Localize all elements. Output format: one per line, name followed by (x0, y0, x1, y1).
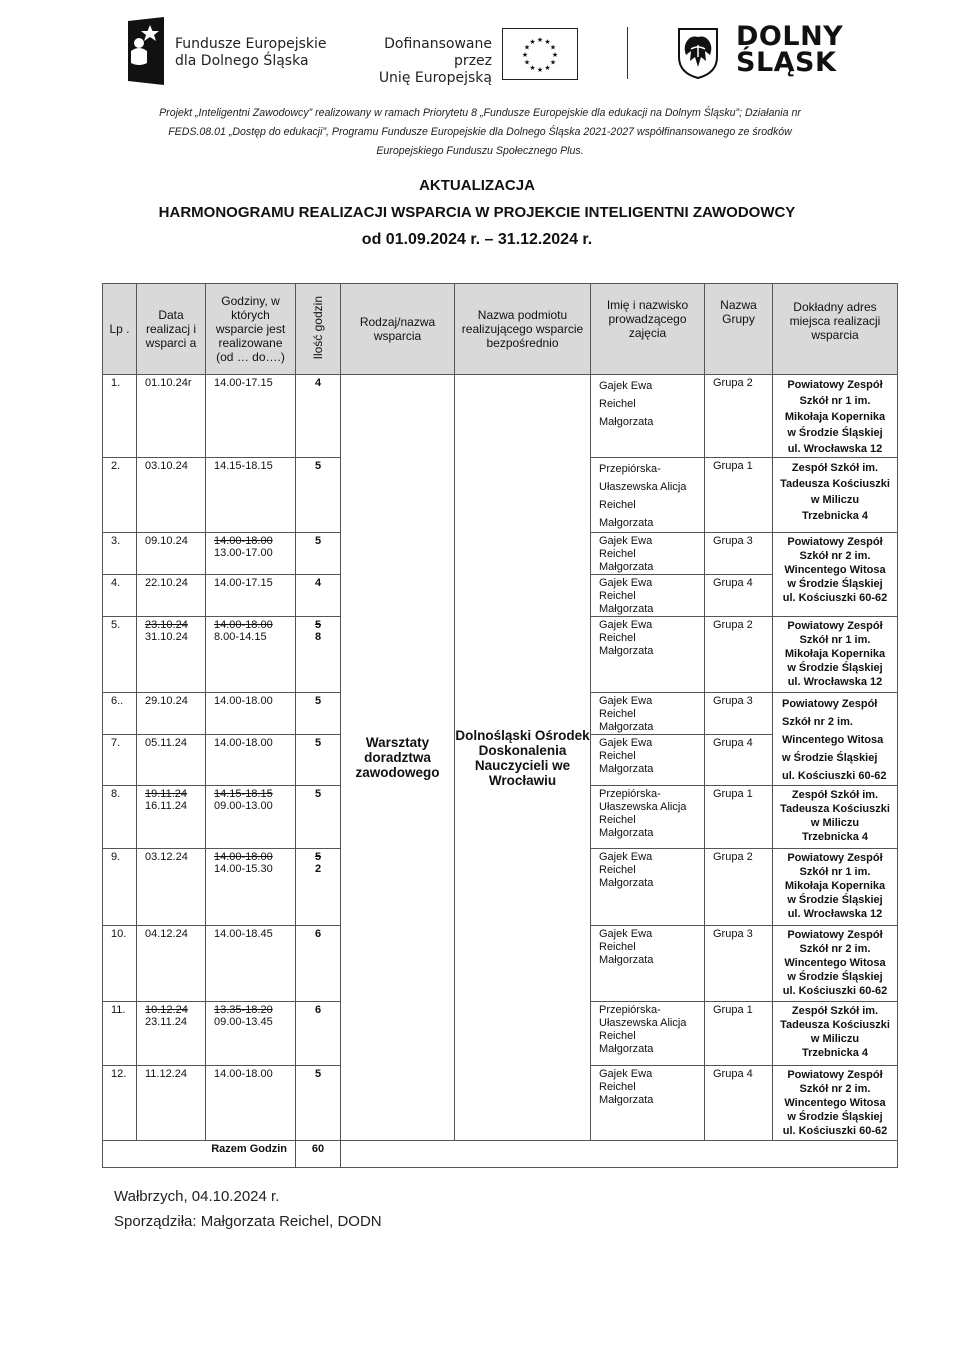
group-value: Grupa 4 (713, 737, 753, 749)
hours-value: 14.00-18.00 (214, 695, 273, 707)
leader-name: Reichel (599, 499, 636, 511)
row-group (705, 693, 773, 735)
row-hours (206, 1066, 296, 1141)
leader-name: Małgorzata (599, 645, 654, 657)
support-type-cell (341, 375, 455, 1141)
address-line: ul. Kościuszki 60-62 (782, 592, 888, 604)
address-line: ul. Wrocławska 12 (787, 443, 883, 455)
row-hours (206, 575, 296, 617)
count-value: 4 (314, 377, 322, 389)
date-value: 16.11.24 (145, 800, 188, 812)
address-line: Powiatowy Zespół (787, 1069, 883, 1081)
lp-value: 8. (111, 788, 121, 800)
fe-line2: dla Dolnego Śląska (175, 53, 309, 69)
total-empty-cell (341, 1141, 898, 1168)
address-line: Trzebnicka 4 (801, 1047, 869, 1059)
address-line: w Środzie Śląskiej (787, 971, 883, 983)
leader-name: Gajek Ewa (599, 535, 653, 547)
row-count (296, 375, 341, 458)
address-line: ul. Kościuszki 60-62 (782, 985, 888, 997)
address-line: Tadeusza Kościuszki (780, 803, 890, 815)
header-count (296, 284, 341, 375)
row-count (296, 1002, 341, 1066)
eu-star-icon: ★ (544, 39, 551, 47)
table-row (103, 375, 898, 458)
address-line: Szkół nr 2 im. (799, 1083, 871, 1095)
row-leaders (591, 533, 705, 575)
row-count (296, 786, 341, 849)
group-value: Grupa 2 (713, 619, 753, 631)
row-lp (103, 617, 137, 693)
date-value: 31.10.24 (145, 631, 188, 643)
entity-cell (455, 375, 591, 1141)
lp-value: 6.. (111, 695, 124, 707)
address-line: ul. Kościuszki 60-62 (782, 1125, 888, 1137)
leader-name: Przepiórska- (599, 1004, 661, 1016)
address-line: Mikołaja Kopernika (784, 880, 886, 892)
leader-name: Przepiórska- (599, 788, 661, 800)
fundusze-europejskie-logo-icon (128, 17, 164, 85)
leader-name: Gajek Ewa (599, 851, 653, 863)
address-line: Powiatowy Zespół (787, 536, 883, 548)
hours-value: 09.00-13.45 (214, 1016, 273, 1028)
eu-star-icon: ★ (523, 59, 531, 67)
leader-name: Małgorzata (599, 517, 654, 529)
row-date (137, 1066, 206, 1141)
leader-name: Małgorzata (599, 561, 654, 573)
count-value: 2 (314, 863, 322, 875)
address-line: ul. Kościuszki 60-62 (782, 770, 887, 782)
row-lp (103, 693, 137, 735)
lp-value: 2. (111, 460, 121, 472)
row-date (137, 575, 206, 617)
address-line: Szkół nr 1 im. (799, 866, 871, 878)
row-hours (206, 849, 296, 926)
header-group: Nazwa Grupy (705, 284, 773, 375)
region-line2: ŚLĄSK (736, 47, 837, 78)
date-value: 11.12.24 (145, 1068, 188, 1080)
dolny-slask-crest-icon (677, 27, 719, 79)
date-value: 29.10.24 (145, 695, 188, 707)
row-leaders (591, 693, 705, 735)
row-count (296, 1066, 341, 1141)
row-date (137, 786, 206, 849)
row-hours (206, 375, 296, 458)
group-value: Grupa 1 (713, 460, 753, 472)
row-lp (103, 575, 137, 617)
leader-name: Reichel (599, 1030, 636, 1042)
lp-value: 12. (111, 1068, 127, 1080)
region-line1: DOLNY (736, 21, 844, 52)
title-line-3: od 01.09.2024 r. – 31.12.2024 r. (361, 231, 593, 248)
lp-value: 5. (111, 619, 121, 631)
schedule-table (102, 283, 898, 1168)
hours-value: 14.00-18.00 (214, 1068, 273, 1080)
address-line: Powiatowy Zespół (787, 620, 883, 632)
row-date (137, 375, 206, 458)
address-line: Szkół nr 2 im. (799, 943, 871, 955)
leader-name: Gajek Ewa (599, 695, 653, 707)
address-line: Wincentego Witosa (784, 564, 886, 576)
address-line: Wincentego Witosa (784, 957, 886, 969)
leader-name: Małgorzata (599, 416, 654, 428)
hours-value: 14.15-18.15 (214, 460, 273, 472)
address-line: w Miliczu (810, 494, 860, 506)
leader-name: Ułaszewska Alicja (599, 481, 687, 493)
project-note (110, 104, 850, 161)
leader-name: Gajek Ewa (599, 380, 653, 392)
address-line: Szkół nr 1 im. (799, 634, 871, 646)
leader-name: Gajek Ewa (599, 737, 653, 749)
address-line: Powiatowy Zespół (787, 852, 883, 864)
address-line: ul. Wrocławska 12 (787, 676, 883, 688)
leader-name: Przepiórska- (599, 463, 661, 475)
count-value: 5 (314, 460, 322, 472)
row-date (137, 617, 206, 693)
row-lp (103, 533, 137, 575)
total-value: 60 (311, 1143, 325, 1155)
address-line: w Środzie Śląskiej (787, 894, 883, 906)
lp-value: 3. (111, 535, 121, 547)
project-note-line: Projekt „Inteligentni Zawodowcy” realizowany w ramach Priorytetu 8 „Fundusze Europejskie dla edukacji na Dolnym Śląsku”; Działania nr (159, 107, 801, 119)
address-line: w Środzie Śląskiej (782, 752, 878, 764)
hours-value: 14.00-15.30 (214, 863, 273, 875)
eu-line2: Unię Europejską (378, 70, 492, 86)
count-value: 6 (314, 928, 322, 940)
hours-value: 8.00-14.15 (214, 631, 267, 643)
total-row (103, 1141, 898, 1168)
row-leaders (591, 1066, 705, 1141)
place-date: Wałbrzych, 04.10.2024 r. (114, 1188, 280, 1205)
address-line: Szkół nr 1 im. (799, 395, 871, 407)
fe-line1: Fundusze Europejskie (175, 36, 327, 52)
count-value: 5 (314, 788, 322, 800)
row-lp (103, 458, 137, 533)
leader-name: Reichel (599, 398, 636, 410)
leader-name: Ułaszewska Alicja (599, 1017, 687, 1029)
lp-value: 10. (111, 928, 127, 940)
table-header-row (103, 284, 898, 375)
address-line: Trzebnicka 4 (801, 831, 869, 843)
leader-name: Reichel (599, 632, 636, 644)
hours-old-value: 14.00-18.00 (214, 619, 273, 631)
lp-value: 11. (111, 1004, 126, 1016)
row-count (296, 693, 341, 735)
row-address (773, 1002, 898, 1066)
address-line: Wincentego Witosa (784, 1097, 886, 1109)
date-old-value: 23.10.24 (145, 619, 188, 631)
hours-old-value: 14.00-18.00 (214, 535, 273, 547)
row-count (296, 926, 341, 1002)
address-line: w Środzie Śląskiej (787, 578, 883, 590)
project-note-line: Europejskiego Funduszu Społecznego Plus. (376, 145, 584, 157)
header-entity: Nazwa podmiotu realizującego wsparcie bezpośrednio (455, 284, 591, 375)
leader-name: Reichel (599, 708, 636, 720)
leader-name: Małgorzata (599, 954, 654, 966)
row-date (137, 693, 206, 735)
row-address (773, 375, 898, 458)
hours-value: 09.00-13.00 (214, 800, 273, 812)
address-line: w Środzie Śląskiej (787, 1111, 883, 1123)
leader-name: Reichel (599, 548, 636, 560)
header-leader: Imię i nazwisko prowadzącego zajęcia (591, 284, 705, 375)
row-lp (103, 926, 137, 1002)
hours-value: 13.00-17.00 (214, 547, 273, 559)
total-value-cell (296, 1141, 341, 1168)
group-value: Grupa 1 (713, 788, 753, 800)
prepared-by: Sporządziła: Małgorzata Reichel, DODN (114, 1213, 382, 1230)
date-value: 09.10.24 (145, 535, 188, 547)
address-line: w Środzie Śląskiej (787, 427, 883, 439)
row-group (705, 786, 773, 849)
leader-name: Gajek Ewa (599, 577, 653, 589)
hours-value: 14.00-18.00 (214, 737, 273, 749)
address-line: Tadeusza Kościuszki (780, 478, 890, 490)
header-address: Dokładny adres miejsca realizacji wsparcia (773, 284, 898, 375)
header-date: Data realizacj i wsparci a (137, 284, 206, 375)
support-type-value: Warsztaty doradztwa zawodowego (355, 735, 440, 780)
total-label-cell (103, 1141, 296, 1168)
hours-old-value: 14.15-18.15 (214, 788, 273, 800)
address-line: ul. Wrocławska 12 (787, 908, 883, 920)
fundusze-europejskie-text (175, 36, 327, 70)
eu-cofinancing-text (348, 36, 492, 87)
row-hours (206, 458, 296, 533)
address-line: Zespół Szkół im. (791, 789, 879, 801)
eu-star-icon: ★ (529, 39, 536, 47)
date-old-value: 10.12.24 (145, 1004, 188, 1016)
row-date (137, 735, 206, 786)
leader-name: Gajek Ewa (599, 619, 653, 631)
row-lp (103, 375, 137, 458)
row-address (773, 693, 898, 786)
row-lp (103, 1066, 137, 1141)
leader-name: Reichel (599, 750, 636, 762)
row-group (705, 1002, 773, 1066)
count-value: 8 (314, 631, 322, 643)
address-line: Zespół Szkół im. (791, 462, 879, 474)
group-value: Grupa 3 (713, 695, 753, 707)
row-count (296, 849, 341, 926)
row-address (773, 849, 898, 926)
group-value: Grupa 4 (713, 577, 753, 589)
row-group (705, 735, 773, 786)
row-leaders (591, 617, 705, 693)
title-line-1: AKTUALIZACJA (419, 177, 535, 194)
title-line-2: HARMONOGRAMU REALIZACJI WSPARCIA W PROJEKCIE INTELIGENTNI ZAWODOWCY (158, 204, 796, 221)
leader-name: Małgorzata (599, 763, 654, 775)
row-group (705, 533, 773, 575)
entity-value: Dolnośląski Ośrodek Doskonalenia Nauczycieli we Wrocławiu (455, 727, 590, 788)
row-group (705, 617, 773, 693)
row-leaders (591, 575, 705, 617)
row-lp (103, 786, 137, 849)
row-count (296, 617, 341, 693)
leader-name: Małgorzata (599, 1094, 654, 1106)
lp-value: 7. (111, 737, 121, 749)
row-lp (103, 735, 137, 786)
address-line: Wincentego Witosa (782, 734, 884, 746)
leader-name: Reichel (599, 864, 636, 876)
address-line: w Miliczu (810, 1033, 860, 1045)
header-type: Rodzaj/nazwa wsparcia (341, 284, 455, 375)
date-old-value: 19.11.24 (145, 788, 188, 800)
dolny-slask-logo-text (736, 21, 844, 78)
lp-value: 4. (111, 577, 121, 589)
row-count (296, 575, 341, 617)
row-leaders (591, 1002, 705, 1066)
row-hours (206, 926, 296, 1002)
total-label: Razem Godzin (211, 1143, 287, 1155)
leader-name: Małgorzata (599, 877, 654, 889)
address-line: Powiatowy Zespół (787, 379, 883, 391)
hours-value: 14.00-18.45 (214, 928, 273, 940)
row-group (705, 458, 773, 533)
count-value: 5 (314, 535, 322, 547)
leader-name: Gajek Ewa (599, 1068, 653, 1080)
leader-name: Małgorzata (599, 721, 654, 733)
count-old-value: 5 (314, 851, 322, 863)
row-count (296, 735, 341, 786)
eu-star-icon: ★ (549, 59, 557, 67)
count-value: 5 (314, 695, 322, 707)
header-lp: Lp . (103, 284, 137, 375)
header-hours: Godziny, w których wsparcie jest realizowane (od … do….) (206, 284, 296, 375)
row-address (773, 617, 898, 693)
address-line: Powiatowy Zespół (782, 698, 878, 710)
address-line: Tadeusza Kościuszki (780, 1019, 890, 1031)
project-note-line: FEDS.08.01 „Dostęp do edukacji”, Programu Fundusze Europejskie dla Dolnego Śląska 2021-2027 współfinansowanego ze środków (168, 126, 792, 138)
leader-name: Ułaszewska Alicja (599, 801, 687, 813)
row-date (137, 1002, 206, 1066)
group-value: Grupa 3 (713, 928, 753, 940)
count-old-value: 5 (314, 619, 322, 631)
row-date (137, 458, 206, 533)
date-value: 23.11.24 (145, 1016, 188, 1028)
row-hours (206, 786, 296, 849)
hours-value: 14.00-17.15 (214, 377, 273, 389)
row-leaders (591, 375, 705, 458)
eu-star-icon: ★ (536, 67, 544, 74)
header-count-label: Ilość godzin (311, 295, 325, 360)
leader-name: Małgorzata (599, 603, 654, 615)
count-value: 5 (314, 737, 322, 749)
leader-name: Reichel (599, 1081, 636, 1093)
row-address (773, 1066, 898, 1141)
address-line: w Środzie Śląskiej (787, 662, 883, 674)
count-value: 5 (314, 1068, 322, 1080)
row-address (773, 533, 898, 617)
leader-name: Reichel (599, 590, 636, 602)
row-lp (103, 1002, 137, 1066)
row-group (705, 849, 773, 926)
address-line: Mikołaja Kopernika (784, 411, 886, 423)
row-lp (103, 849, 137, 926)
date-value: 04.12.24 (145, 928, 188, 940)
logo-separator (627, 27, 628, 79)
eu-star-icon: ★ (551, 52, 559, 59)
row-date (137, 849, 206, 926)
row-group (705, 575, 773, 617)
row-group (705, 1066, 773, 1141)
date-value: 03.12.24 (145, 851, 188, 863)
row-hours (206, 533, 296, 575)
eu-flag-icon (502, 28, 578, 80)
group-value: Grupa 4 (713, 1068, 753, 1080)
row-address (773, 458, 898, 533)
eu-star-icon: ★ (529, 64, 536, 72)
hours-old-value: 14.00-18.00 (214, 851, 273, 863)
row-leaders (591, 458, 705, 533)
eu-star-icon: ★ (549, 44, 557, 52)
leader-name: Reichel (599, 941, 636, 953)
eu-star-icon: ★ (523, 44, 531, 52)
eu-star-icon: ★ (544, 64, 551, 72)
address-line: Powiatowy Zespół (787, 929, 883, 941)
address-line: Szkół nr 2 im. (799, 550, 871, 562)
lp-value: 9. (111, 851, 121, 863)
address-line: w Miliczu (810, 817, 860, 829)
eu-star-icon: ★ (521, 52, 529, 59)
date-value: 05.11.24 (145, 737, 188, 749)
address-line: Szkół nr 2 im. (782, 716, 853, 728)
address-line: Trzebnicka 4 (801, 510, 869, 522)
row-date (137, 533, 206, 575)
row-group (705, 375, 773, 458)
row-date (137, 926, 206, 1002)
row-address (773, 926, 898, 1002)
count-value: 6 (314, 1004, 322, 1016)
hours-value: 14.00-17.15 (214, 577, 273, 589)
hours-old-value: 13.35-18.20 (214, 1004, 273, 1016)
count-value: 4 (314, 577, 322, 589)
row-address (773, 786, 898, 849)
row-leaders (591, 849, 705, 926)
eu-star-icon: ★ (536, 37, 544, 44)
row-hours (206, 735, 296, 786)
address-line: Zespół Szkół im. (791, 1005, 879, 1017)
leader-name: Małgorzata (599, 1043, 654, 1055)
row-leaders (591, 926, 705, 1002)
date-value: 01.10.24r (145, 377, 192, 389)
date-value: 22.10.24 (145, 577, 188, 589)
lp-value: 1. (111, 377, 121, 389)
row-leaders (591, 735, 705, 786)
leader-name: Gajek Ewa (599, 928, 653, 940)
leader-name: Reichel (599, 814, 636, 826)
row-count (296, 533, 341, 575)
group-value: Grupa 2 (713, 851, 753, 863)
group-value: Grupa 2 (713, 377, 753, 389)
row-count (296, 458, 341, 533)
group-value: Grupa 1 (713, 1004, 753, 1016)
row-hours (206, 617, 296, 693)
row-leaders (591, 786, 705, 849)
date-value: 03.10.24 (145, 460, 188, 472)
row-hours (206, 693, 296, 735)
eu-line1: Dofinansowane przez (384, 36, 492, 69)
address-line: Mikołaja Kopernika (784, 648, 886, 660)
row-hours (206, 1002, 296, 1066)
group-value: Grupa 3 (713, 535, 753, 547)
leader-name: Małgorzata (599, 827, 654, 839)
row-group (705, 926, 773, 1002)
